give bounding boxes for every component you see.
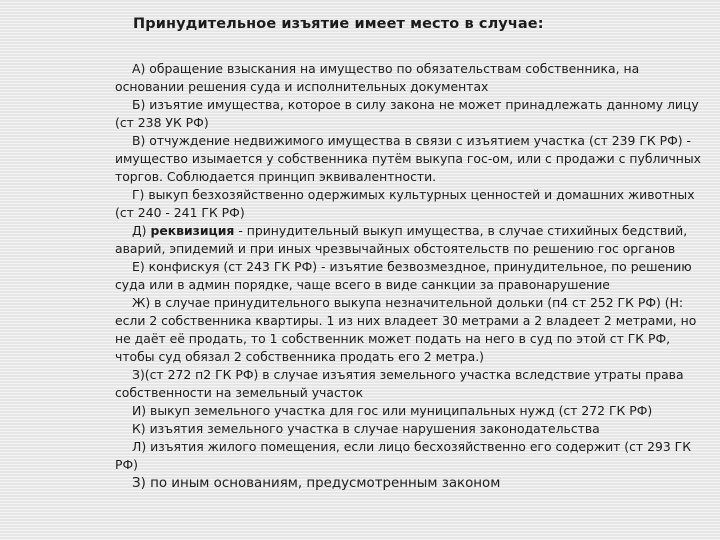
requisition-term: реквизиция [150,223,235,238]
list-item-l: Л) изъятия жилого помещения, если лицо бесхозяйственно его содержит (ст 293 ГК РФ) [115,439,692,472]
list-item-k: К) изъятия земельного участка в случае нарушения законодательства [132,421,600,436]
list-item-a: А) обращение взыскания на имущество по обязательствам собственника, на основании решения суда и исполнительных документах [115,61,640,94]
list-item-b: Б) изъятие имущества, которое в силу закона не может принадлежать данному лицу (ст 238 УК РФ) [115,97,699,130]
list-item-i: И) выкуп земельного участка для гос или муниципальных нужд (ст 272 ГК РФ) [132,403,653,418]
slide-title: Принудительное изъятие имеет место в случае: [133,16,544,32]
list-item-d [115,222,705,258]
list-item-other: З) по иным основаниям, предусмотренным законом [132,476,501,491]
list-item-v: В) отчуждение недвижимого имущества в связи с изъятием участка (ст 239 ГК РФ) - имущество изымается у собственника путём выкупа гос-ом, или с продажи с публичных торгов. Соблюдается принцип эквивалентности. [115,133,702,184]
list-item-g: Г) выкуп безхозяйственно одержимых культурных ценностей и домашних животных (ст 240 - 241 ГК РФ) [115,187,695,220]
list-item-e: Е) конфискуя (ст 243 ГК РФ) - изъятие безвозмездное, принудительное, по решению суда или в админ порядке, чаще всего в виде санкции за правонарушение [115,259,692,292]
list-item-z: З)(ст 272 п2 ГК РФ) в случае изъятия земельного участка вследствие утраты права собственности на земельный участок [115,367,684,400]
list-item-d-prefix: Д) [132,223,151,238]
slide-body [115,60,705,494]
list-item-d-text: - принудительный выкуп имущества, в случае стихийных бедствий, аварий, эпидемий и при иных чрезвычайных обстоятельств по решению гос органов [115,223,688,256]
list-item-zh: Ж) в случае принудительного выкупа незначительной дольки (п4 ст 252 ГК РФ) (Н: если 2 собственника квартиры. 1 из них владеет 30 метрами а 2 владеет 2 метрами, но не даёт её продать, то 1 собственник может подать на него в суд по этой ст ГК РФ, чтобы суд обязал 2 собственника продать его 2 метра.) [115,295,697,364]
